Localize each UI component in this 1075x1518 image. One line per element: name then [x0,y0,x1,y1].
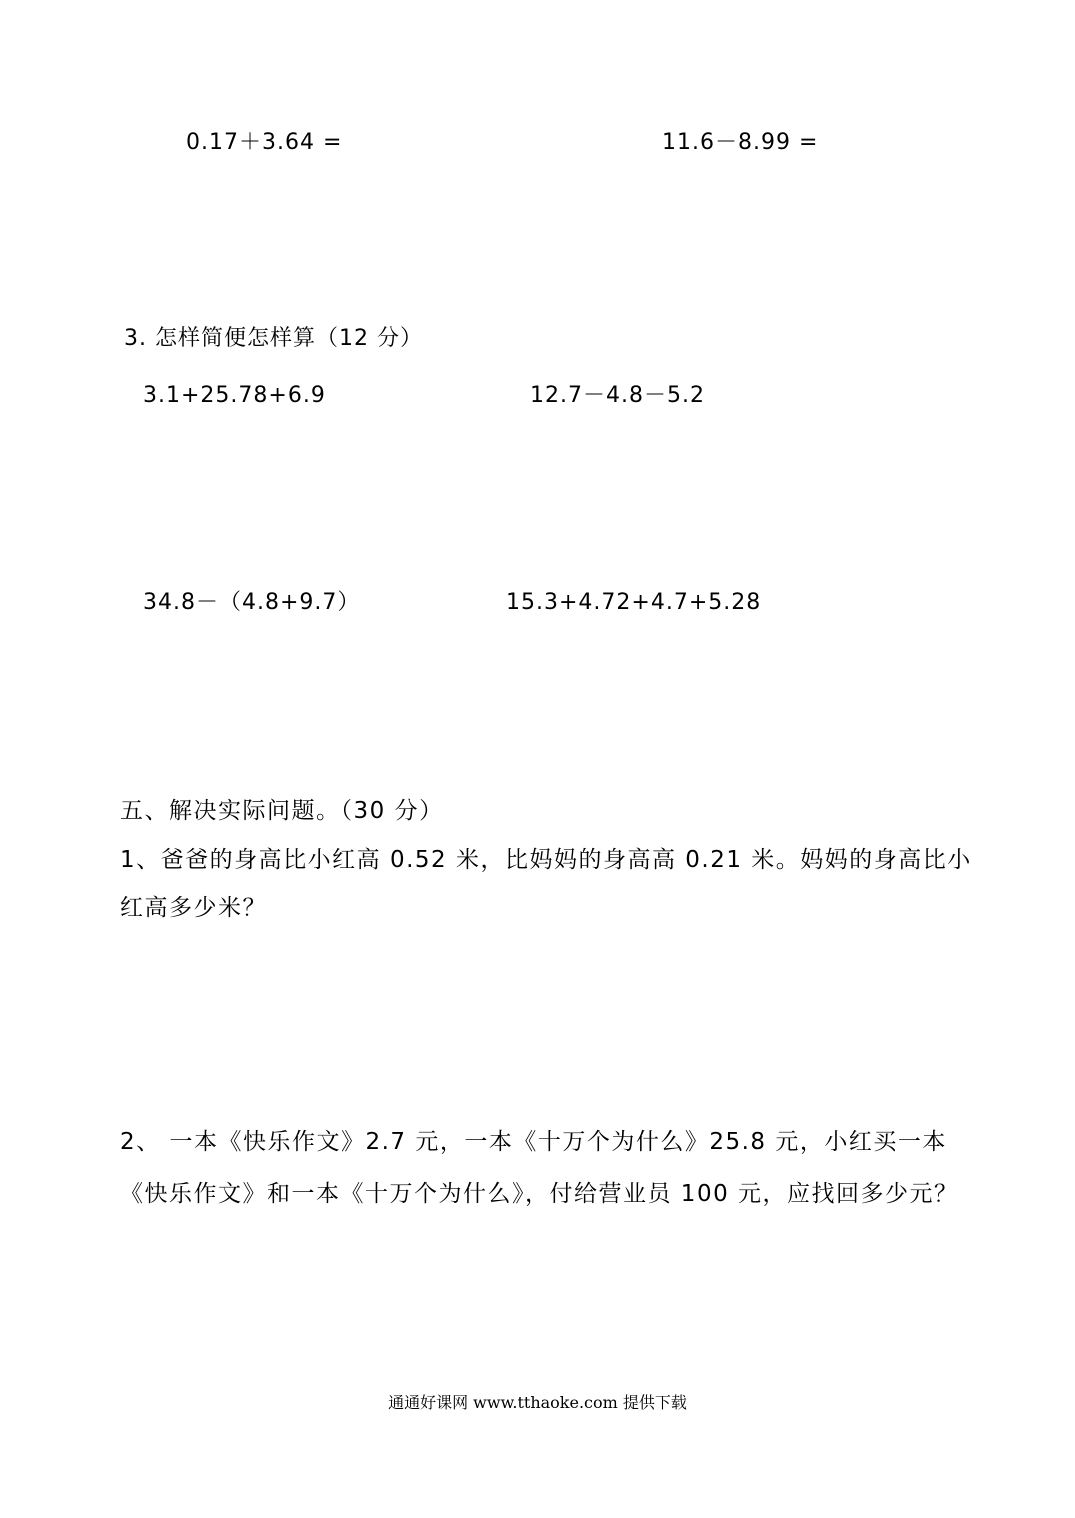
simplify-expression-3: 34.8－（4.8+9.7） [143,590,361,615]
problem1-line2: 红高多少米？ [120,895,267,921]
section5-heading: 五、解决实际问题。（30 分） [120,798,444,824]
problem2-line2: 《快乐作文》和一本《十万个为什么》，付给营业员 100 元，应找回多少元？ [120,1181,959,1207]
calc-expression-1: 0.17＋3.64 = [186,130,343,155]
footer-credit: 通通好课网 www.tthaoke.com 提供下载 [388,1393,687,1412]
problem1-line1: 1、爸爸的身高比小红高 0.52 米，比妈妈的身高高 0.21 米。妈妈的身高比小 [120,847,972,873]
simplify-expression-1: 3.1+25.78+6.9 [143,383,326,408]
section3-heading: 3. 怎样简便怎样算（12 分） [124,326,423,351]
calc-expression-2: 11.6－8.99 = [662,130,819,155]
problem2-line1: 2、 一本《快乐作文》2.7 元，一本《十万个为什么》25.8 元，小红买一本 [120,1129,947,1155]
simplify-expression-4: 15.3+4.72+4.7+5.28 [506,590,762,615]
simplify-expression-2: 12.7－4.8－5.2 [530,383,705,408]
